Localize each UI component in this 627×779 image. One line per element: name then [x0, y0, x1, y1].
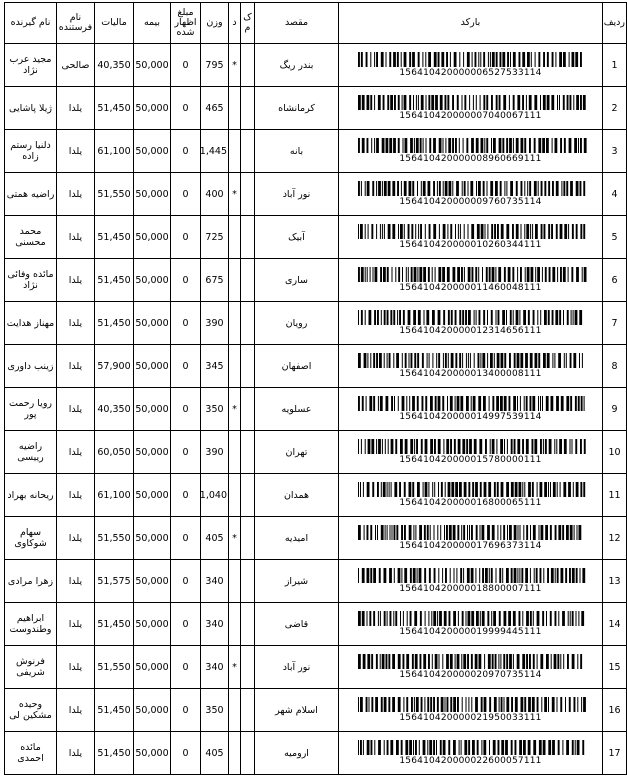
- km-flag: [241, 345, 255, 388]
- barcode-cell: [339, 517, 603, 560]
- destination: ارومیه: [255, 732, 339, 775]
- insurance: 50,000: [134, 732, 171, 775]
- receiver-name: مائده وفائی نژاد: [5, 259, 57, 302]
- d-flag: [229, 560, 241, 603]
- row-number: 1: [603, 44, 627, 87]
- declared-value: 0: [171, 517, 201, 560]
- barcode-cell: [339, 474, 603, 517]
- barcode-number: 156410420000010260344111: [399, 240, 542, 250]
- declared-value: 0: [171, 689, 201, 732]
- tax: 60,050: [95, 431, 134, 474]
- barcode-cell: [339, 216, 603, 259]
- insurance: 50,000: [134, 173, 171, 216]
- receiver-name: ابراهیم وطندوست: [5, 603, 57, 646]
- tax: 51,450: [95, 87, 134, 130]
- d-flag: [229, 603, 241, 646]
- sender-name: یلدا: [57, 603, 95, 646]
- barcode-bars: [358, 396, 584, 411]
- insurance: 50,000: [134, 474, 171, 517]
- km-flag: [241, 560, 255, 603]
- barcode-cell: [339, 388, 603, 431]
- tax: 51,450: [95, 302, 134, 345]
- insurance: 50,000: [134, 87, 171, 130]
- receiver-name: فرنوش شریفی: [5, 646, 57, 689]
- tax: 51,450: [95, 216, 134, 259]
- tax: 40,350: [95, 44, 134, 87]
- col-insurance: بیمه: [134, 3, 171, 44]
- barcode-number: 156410420000009760735114: [399, 197, 542, 207]
- declared-value: 0: [171, 216, 201, 259]
- table-row: [5, 474, 627, 517]
- d-flag: [229, 259, 241, 302]
- table-body: [5, 44, 627, 775]
- receiver-name: راضیه رییسی: [5, 431, 57, 474]
- row-number: 7: [603, 302, 627, 345]
- km-flag: [241, 216, 255, 259]
- destination: اصفهان: [255, 345, 339, 388]
- receiver-name: ریحانه بهراد: [5, 474, 57, 517]
- tax: 61,100: [95, 474, 134, 517]
- d-flag: [229, 216, 241, 259]
- km-flag: [241, 431, 255, 474]
- table-row: [5, 259, 627, 302]
- km-flag: [241, 646, 255, 689]
- d-flag: [229, 431, 241, 474]
- row-number: 8: [603, 345, 627, 388]
- destination: آبیک: [255, 216, 339, 259]
- sender-name: یلدا: [57, 87, 95, 130]
- tax: 51,550: [95, 173, 134, 216]
- tax: 51,450: [95, 603, 134, 646]
- d-flag: [229, 689, 241, 732]
- shipments-table: [4, 2, 627, 775]
- barcode-number: 156410420000020970735114: [399, 670, 542, 680]
- declared-value: 0: [171, 44, 201, 87]
- d-flag: *: [229, 173, 241, 216]
- table-row: [5, 216, 627, 259]
- row-number: 4: [603, 173, 627, 216]
- weight: 390: [201, 431, 229, 474]
- row-number: 5: [603, 216, 627, 259]
- sender-name: یلدا: [57, 474, 95, 517]
- insurance: 50,000: [134, 130, 171, 173]
- receiver-name: رویا رحمت پور: [5, 388, 57, 431]
- barcode-number: 156410420000013400008111: [399, 369, 542, 379]
- km-flag: [241, 732, 255, 775]
- d-flag: [229, 474, 241, 517]
- receiver-name: مائده احمدی: [5, 732, 57, 775]
- destination: ساری: [255, 259, 339, 302]
- row-number: 3: [603, 130, 627, 173]
- km-flag: [241, 173, 255, 216]
- tax: 51,550: [95, 517, 134, 560]
- col-sender: نام فرستنده: [57, 3, 95, 44]
- barcode-number: 156410420000011460048111: [399, 283, 542, 293]
- col-barcode: بارکد: [339, 3, 603, 44]
- receiver-name: سهام شوکاوی: [5, 517, 57, 560]
- tax: 61,100: [95, 130, 134, 173]
- barcode-bars: [358, 310, 584, 325]
- destination: بانه: [255, 130, 339, 173]
- sender-name: یلدا: [57, 517, 95, 560]
- d-flag: *: [229, 44, 241, 87]
- d-flag: *: [229, 517, 241, 560]
- barcode-cell: [339, 302, 603, 345]
- row-number: 11: [603, 474, 627, 517]
- d-flag: [229, 732, 241, 775]
- col-declared-value: مبلغ اظهار شده: [171, 3, 201, 44]
- sender-name: یلدا: [57, 345, 95, 388]
- col-receiver: نام گیرنده: [5, 3, 57, 44]
- declared-value: 0: [171, 560, 201, 603]
- km-flag: [241, 517, 255, 560]
- km-flag: [241, 302, 255, 345]
- weight: 405: [201, 732, 229, 775]
- tax: 40,350: [95, 388, 134, 431]
- table-row: [5, 646, 627, 689]
- table-row: [5, 689, 627, 732]
- table-row: [5, 388, 627, 431]
- barcode-cell: [339, 689, 603, 732]
- table-row: [5, 345, 627, 388]
- barcode-cell: [339, 87, 603, 130]
- table-row: [5, 732, 627, 775]
- barcode-bars: [358, 224, 584, 239]
- km-flag: [241, 474, 255, 517]
- km-flag: [241, 44, 255, 87]
- receiver-name: زینب داوری: [5, 345, 57, 388]
- d-flag: [229, 345, 241, 388]
- destination: امیدیه: [255, 517, 339, 560]
- barcode-bars: [358, 267, 584, 282]
- declared-value: 0: [171, 259, 201, 302]
- insurance: 50,000: [134, 388, 171, 431]
- d-flag: *: [229, 646, 241, 689]
- sender-name: یلدا: [57, 560, 95, 603]
- table-row: [5, 517, 627, 560]
- insurance: 50,000: [134, 44, 171, 87]
- d-flag: [229, 87, 241, 130]
- barcode-cell: [339, 130, 603, 173]
- barcode-cell: [339, 560, 603, 603]
- row-number: 6: [603, 259, 627, 302]
- insurance: 50,000: [134, 560, 171, 603]
- weight: 795: [201, 44, 229, 87]
- insurance: 50,000: [134, 431, 171, 474]
- declared-value: 0: [171, 474, 201, 517]
- weight: 345: [201, 345, 229, 388]
- row-number: 14: [603, 603, 627, 646]
- row-number: 10: [603, 431, 627, 474]
- tax: 51,450: [95, 689, 134, 732]
- barcode-number: 156410420000016800065111: [399, 498, 542, 508]
- table-row: [5, 87, 627, 130]
- col-destination: مقصد: [255, 3, 339, 44]
- col-d: د: [229, 3, 241, 44]
- receiver-name: مجید عرب نژاد: [5, 44, 57, 87]
- sender-name: صالحی: [57, 44, 95, 87]
- row-number: 16: [603, 689, 627, 732]
- sender-name: یلدا: [57, 732, 95, 775]
- destination: همدان: [255, 474, 339, 517]
- barcode-number: 156410420000018800007111: [399, 584, 542, 594]
- tax: 51,450: [95, 732, 134, 775]
- barcode-number: 156410420000008960669111: [399, 154, 542, 164]
- receiver-name: دلنیا رستم زاده: [5, 130, 57, 173]
- km-flag: [241, 689, 255, 732]
- insurance: 50,000: [134, 259, 171, 302]
- weight: 1,040: [201, 474, 229, 517]
- sender-name: یلدا: [57, 646, 95, 689]
- insurance: 50,000: [134, 689, 171, 732]
- sender-name: یلدا: [57, 216, 95, 259]
- receiver-name: مهناز هدایت: [5, 302, 57, 345]
- declared-value: 0: [171, 646, 201, 689]
- barcode-bars: [358, 697, 584, 712]
- barcode-cell: [339, 646, 603, 689]
- km-flag: [241, 130, 255, 173]
- table-row: [5, 302, 627, 345]
- barcode-number: 156410420000022600057111: [399, 756, 542, 766]
- col-weight: وزن: [201, 3, 229, 44]
- barcode-number: 156410420000007040067111: [399, 111, 542, 121]
- barcode-number: 156410420000015780000111: [399, 455, 542, 465]
- barcode-bars: [358, 439, 584, 454]
- weight: 400: [201, 173, 229, 216]
- barcode-bars: [358, 181, 584, 196]
- barcode-number: 156410420000006527533114: [399, 68, 542, 78]
- d-flag: [229, 130, 241, 173]
- insurance: 50,000: [134, 603, 171, 646]
- declared-value: 0: [171, 87, 201, 130]
- barcode-bars: [358, 654, 584, 669]
- weight: 340: [201, 603, 229, 646]
- tax: 57,900: [95, 345, 134, 388]
- destination: تهران: [255, 431, 339, 474]
- declared-value: 0: [171, 431, 201, 474]
- barcode-cell: [339, 44, 603, 87]
- table-row: [5, 560, 627, 603]
- col-row-number: ردیف: [603, 3, 627, 44]
- insurance: 50,000: [134, 345, 171, 388]
- declared-value: 0: [171, 173, 201, 216]
- barcode-cell: [339, 173, 603, 216]
- insurance: 50,000: [134, 216, 171, 259]
- barcode-bars: [358, 95, 584, 110]
- destination: رویان: [255, 302, 339, 345]
- barcode-number: 156410420000017696373114: [399, 541, 542, 551]
- sender-name: یلدا: [57, 689, 95, 732]
- row-number: 13: [603, 560, 627, 603]
- barcode-bars: [358, 353, 584, 368]
- row-number: 17: [603, 732, 627, 775]
- km-flag: [241, 259, 255, 302]
- weight: 465: [201, 87, 229, 130]
- table-row: [5, 130, 627, 173]
- d-flag: [229, 302, 241, 345]
- km-flag: [241, 603, 255, 646]
- sender-name: یلدا: [57, 173, 95, 216]
- tax: 51,575: [95, 560, 134, 603]
- barcode-bars: [358, 568, 584, 583]
- table-row: [5, 44, 627, 87]
- barcode-cell: [339, 259, 603, 302]
- destination: نور آباد: [255, 173, 339, 216]
- barcode-cell: [339, 345, 603, 388]
- row-number: 12: [603, 517, 627, 560]
- receiver-name: وحیده مشکین لی: [5, 689, 57, 732]
- destination: نور آباد: [255, 646, 339, 689]
- row-number: 15: [603, 646, 627, 689]
- sender-name: یلدا: [57, 302, 95, 345]
- d-flag: *: [229, 388, 241, 431]
- row-number: 9: [603, 388, 627, 431]
- weight: 350: [201, 388, 229, 431]
- sender-name: یلدا: [57, 130, 95, 173]
- insurance: 50,000: [134, 302, 171, 345]
- destination: بندر ریگ: [255, 44, 339, 87]
- weight: 725: [201, 216, 229, 259]
- col-tax: مالیات: [95, 3, 134, 44]
- receiver-name: ژیلا پاشایی: [5, 87, 57, 130]
- barcode-number: 156410420000012314656111: [399, 326, 542, 336]
- km-flag: [241, 388, 255, 431]
- barcode-number: 156410420000021950033111: [399, 713, 542, 723]
- table-row: [5, 603, 627, 646]
- barcode-bars: [358, 525, 584, 540]
- barcode-bars: [358, 740, 584, 755]
- header-row: [5, 3, 627, 44]
- barcode-cell: [339, 603, 603, 646]
- barcode-bars: [358, 611, 584, 626]
- col-km: ک م: [241, 3, 255, 44]
- table-row: [5, 173, 627, 216]
- declared-value: 0: [171, 603, 201, 646]
- barcode-bars: [358, 138, 584, 153]
- declared-value: 0: [171, 345, 201, 388]
- weight: 340: [201, 646, 229, 689]
- barcode-bars: [358, 482, 584, 497]
- barcode-number: 156410420000019999445111: [399, 627, 542, 637]
- receiver-name: زهرا مرادی: [5, 560, 57, 603]
- weight: 340: [201, 560, 229, 603]
- destination: عسلویه: [255, 388, 339, 431]
- weight: 1,445: [201, 130, 229, 173]
- receiver-name: راضیه همتی: [5, 173, 57, 216]
- sender-name: یلدا: [57, 259, 95, 302]
- destination: کرمانشاه: [255, 87, 339, 130]
- destination: قاضی: [255, 603, 339, 646]
- insurance: 50,000: [134, 517, 171, 560]
- weight: 405: [201, 517, 229, 560]
- tax: 51,450: [95, 259, 134, 302]
- destination: اسلام شهر: [255, 689, 339, 732]
- sender-name: یلدا: [57, 431, 95, 474]
- insurance: 50,000: [134, 646, 171, 689]
- declared-value: 0: [171, 388, 201, 431]
- weight: 390: [201, 302, 229, 345]
- table-row: [5, 431, 627, 474]
- barcode-cell: [339, 431, 603, 474]
- sender-name: یلدا: [57, 388, 95, 431]
- declared-value: 0: [171, 732, 201, 775]
- receiver-name: محمد محسنی: [5, 216, 57, 259]
- tax: 51,550: [95, 646, 134, 689]
- row-number: 2: [603, 87, 627, 130]
- barcode-cell: [339, 732, 603, 775]
- km-flag: [241, 87, 255, 130]
- destination: شیراز: [255, 560, 339, 603]
- weight: 675: [201, 259, 229, 302]
- weight: 350: [201, 689, 229, 732]
- declared-value: 0: [171, 302, 201, 345]
- barcode-number: 156410420000014997539114: [399, 412, 542, 422]
- barcode-bars: [358, 52, 584, 67]
- declared-value: 0: [171, 130, 201, 173]
